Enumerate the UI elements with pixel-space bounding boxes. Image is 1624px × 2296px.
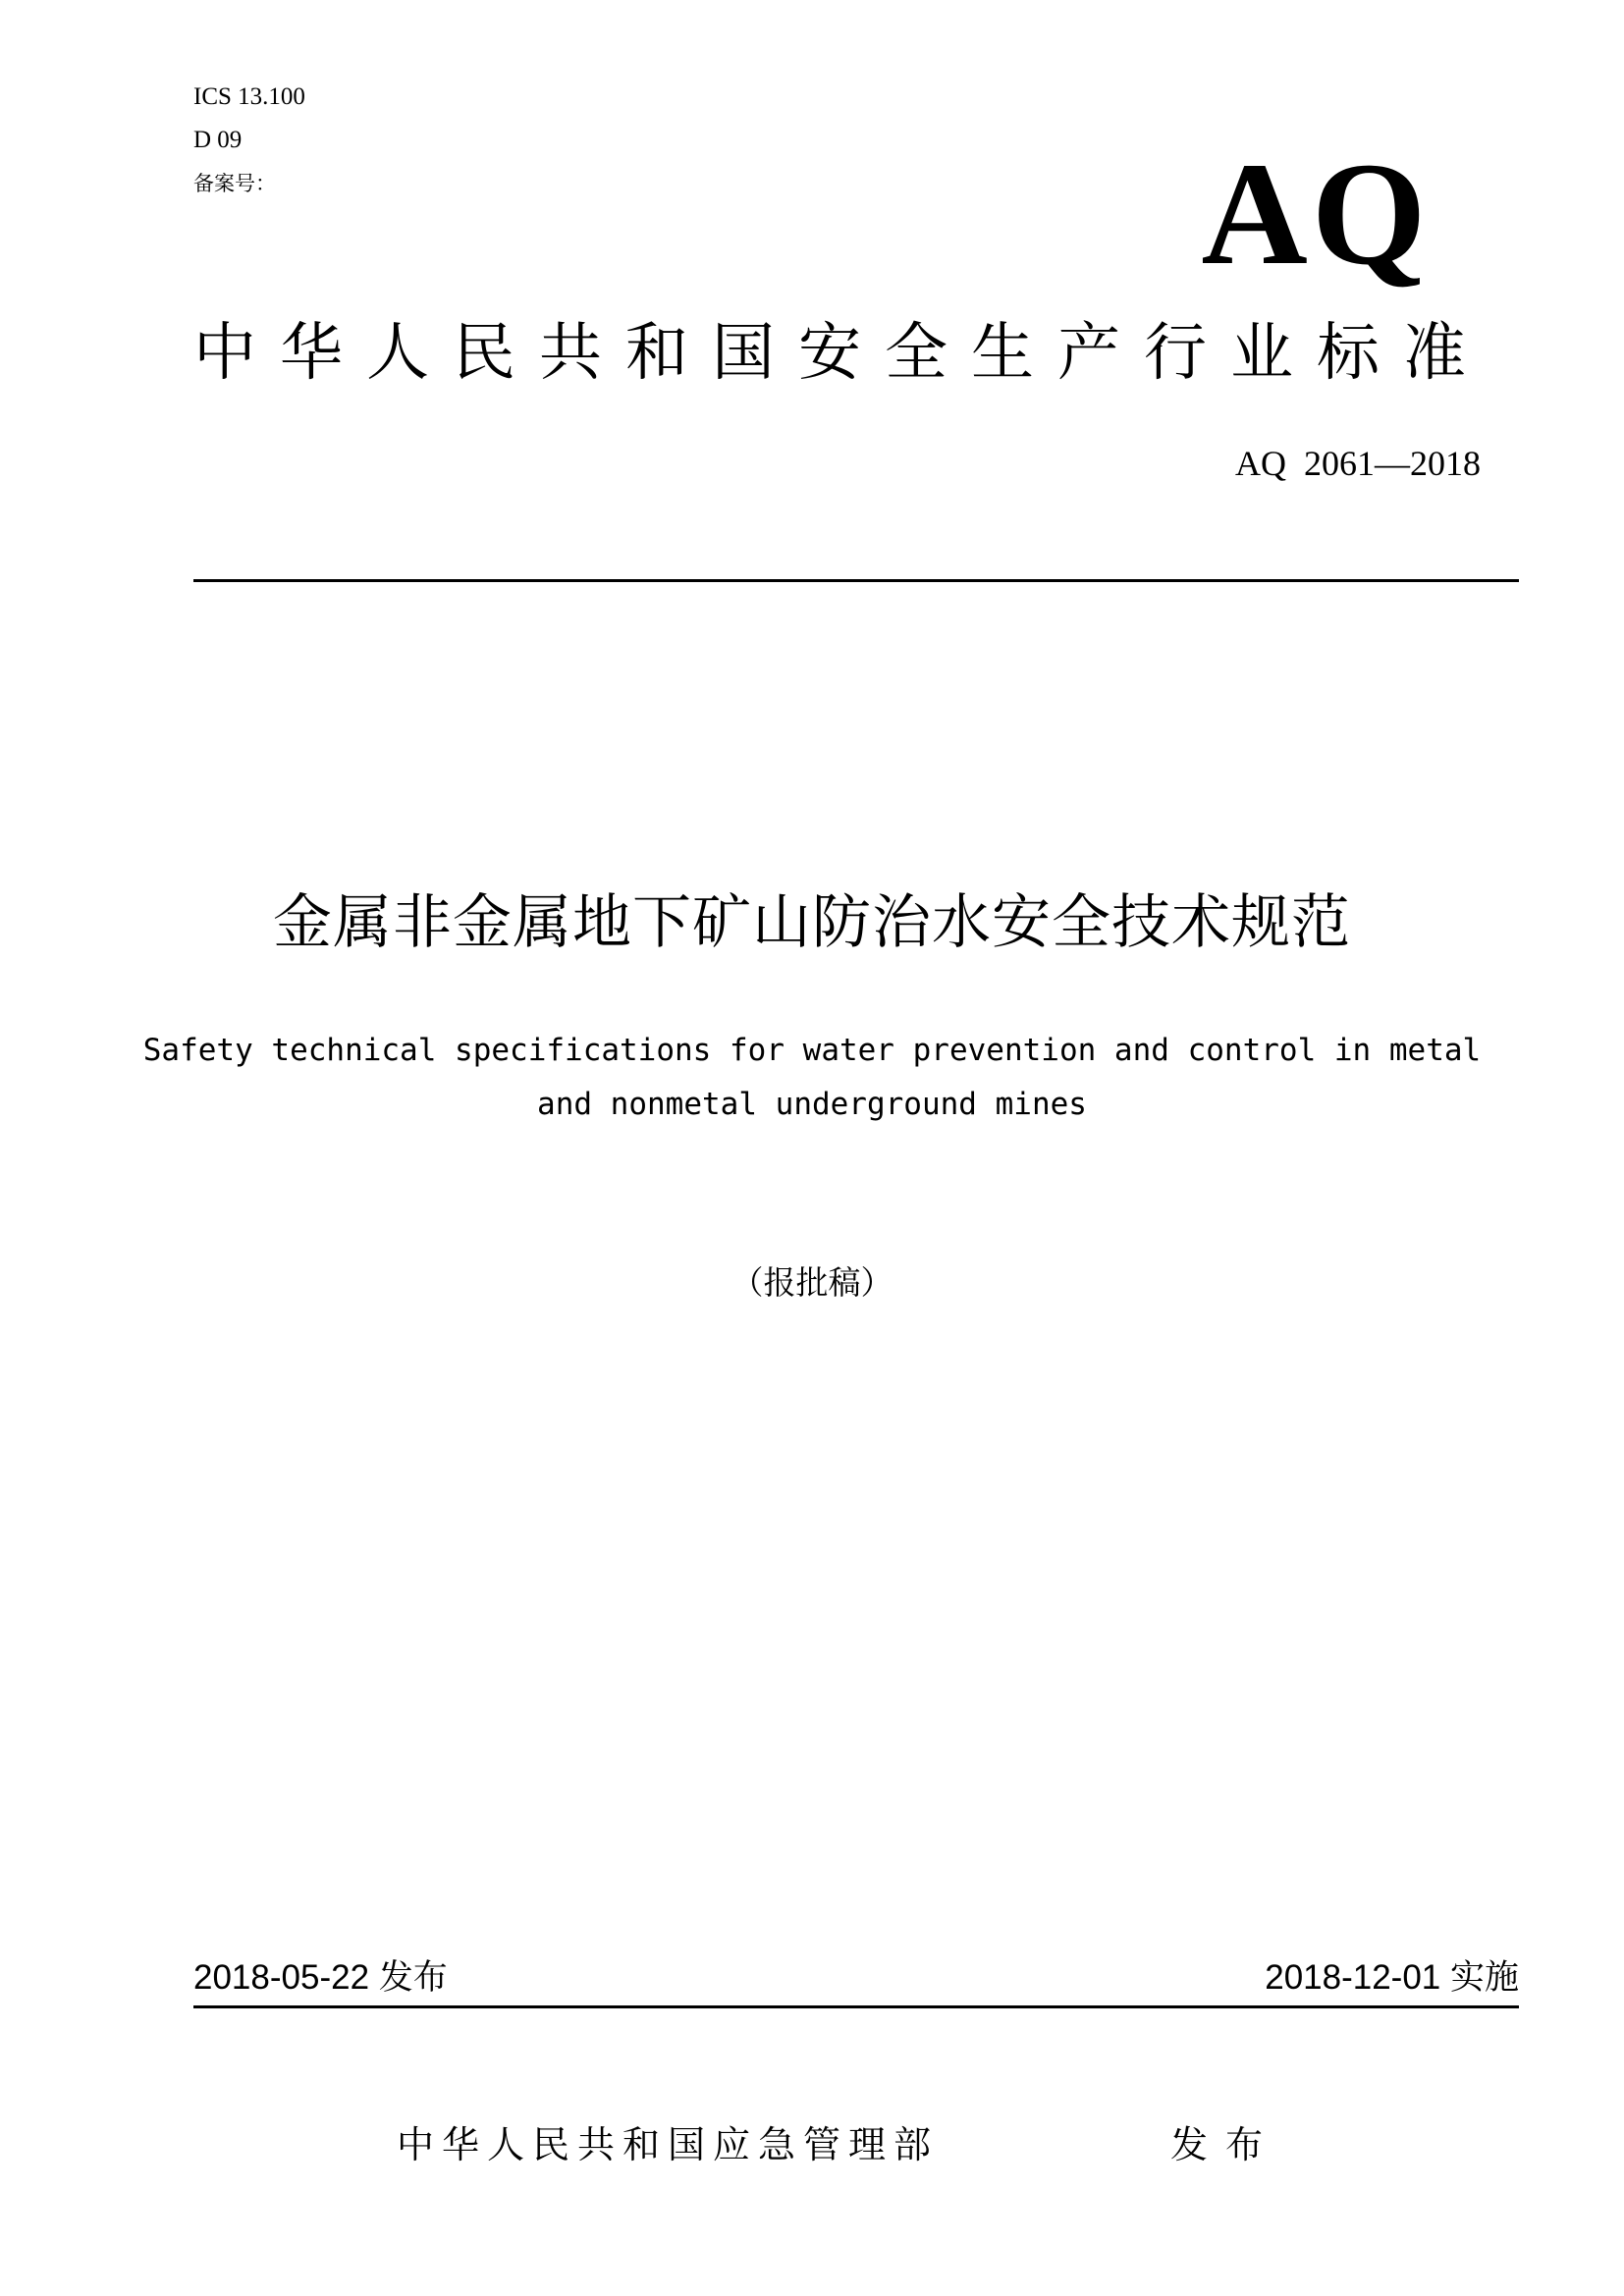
filing-number-label: 备案号：	[193, 172, 276, 195]
standard-number: AQ 2061—2018	[1235, 444, 1481, 483]
ccs-code: D 09	[193, 127, 243, 153]
standard-type-heading: 中华人民共和国安全生产行业标准	[193, 317, 1489, 390]
aq-logo-text: AQ	[1201, 147, 1431, 294]
bottom-divider	[193, 2005, 1519, 2008]
aq-logo	[1149, 147, 1483, 294]
issue-label: 发布	[1170, 2123, 1281, 2166]
top-divider	[193, 579, 1519, 582]
issuing-authority: 中华人民共和国应急管理部	[397, 2123, 940, 2166]
implementation-date: 2018-12-01 实施	[1265, 1958, 1519, 1997]
draft-status-label: （报批稿）	[731, 1263, 893, 1302]
document-title-english-line-1: Safety technical specifications for water prevention and control in metal	[142, 1033, 1482, 1068]
document-title-english-line-2: and nonmetal underground mines	[537, 1087, 1087, 1122]
document-title-chinese: 金属非金属地下矿山防治水安全技术规范	[273, 888, 1351, 957]
ics-code: ICS 13.100	[193, 83, 305, 110]
publication-date: 2018-05-22 发布	[193, 1958, 448, 1997]
